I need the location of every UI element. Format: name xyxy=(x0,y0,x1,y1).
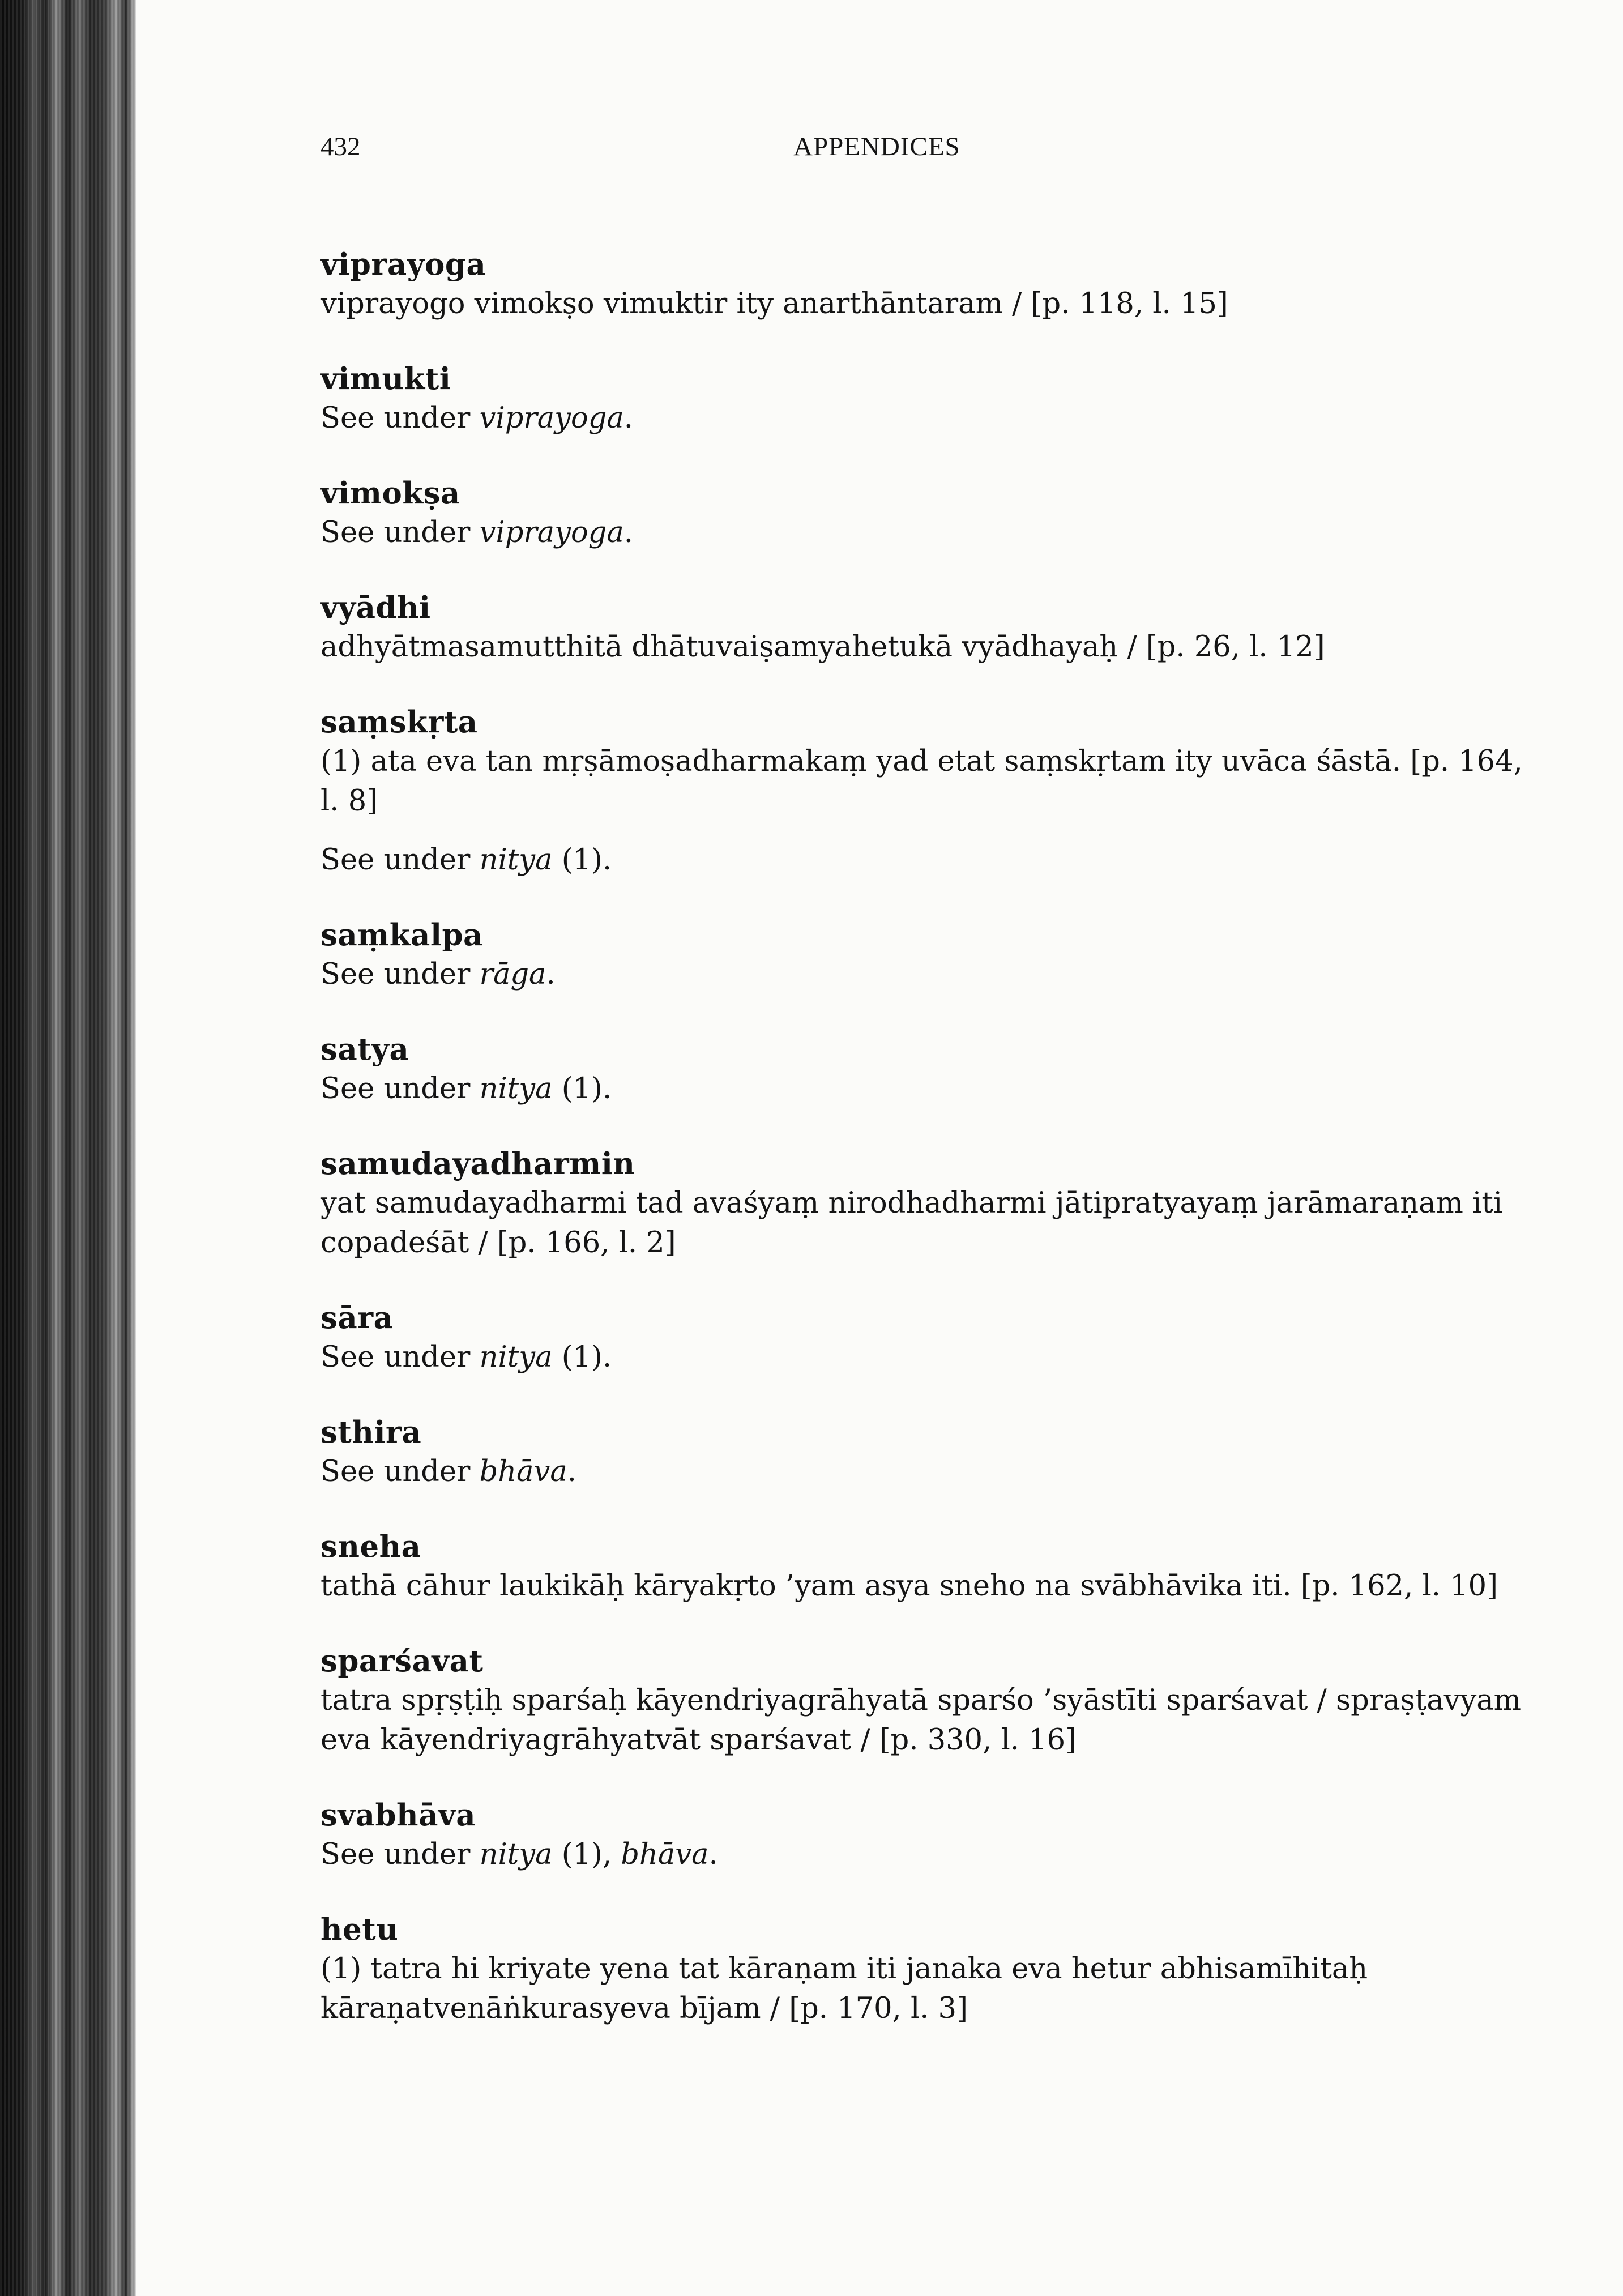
entry-term: saṃskṛta xyxy=(321,705,478,740)
see-under-label: See under xyxy=(321,1341,480,1374)
entry-term: saṃkalpa xyxy=(321,917,483,953)
see-under-label: See under xyxy=(321,958,480,991)
entry-term: samudayadharmin xyxy=(321,1146,635,1181)
cross-reference-suffix: . xyxy=(708,1838,718,1871)
entry-cross-reference xyxy=(321,1452,1532,1492)
entry-definition: viprayogo vimokṣo vimuktir ity anarthāntaram / [p. 118, l. 15] xyxy=(321,287,1228,321)
see-under-label: See under xyxy=(321,1838,480,1871)
entry-cross-reference xyxy=(321,399,1532,438)
glossary-entry xyxy=(321,1144,1532,1263)
cross-reference-term: rāga xyxy=(479,958,546,991)
entry-term: satya xyxy=(321,1032,409,1067)
entry-term: svabhāva xyxy=(321,1798,476,1833)
cross-reference-term: bhāva xyxy=(621,1838,709,1871)
entry-term: sneha xyxy=(321,1529,421,1564)
cross-reference-suffix: . xyxy=(546,958,556,991)
glossary-entry xyxy=(321,1298,1532,1377)
entry-term: sthira xyxy=(321,1415,422,1450)
running-head xyxy=(321,131,1623,171)
glossary-entry xyxy=(321,1527,1532,1606)
cross-reference-term: nitya xyxy=(479,843,553,877)
glossary-entry xyxy=(321,1795,1532,1875)
entry-definition: adhyātmasamutthitā dhātuvaiṣamyahetukā vyādhayaḥ / [p. 26, l. 12] xyxy=(321,630,1325,664)
glossary-entry xyxy=(321,359,1532,438)
running-head-title: APPENDICES xyxy=(793,132,960,161)
entry-cross-reference xyxy=(321,1835,1532,1875)
see-under-label: See under xyxy=(321,1455,480,1488)
glossary-entry xyxy=(321,702,1532,880)
cross-reference-term: viprayoga xyxy=(479,402,624,435)
cross-reference-separator: (1), xyxy=(552,1838,621,1871)
cross-reference-term: nitya xyxy=(479,1838,553,1871)
page-number: 432 xyxy=(321,132,361,161)
see-under-label: See under xyxy=(321,402,480,435)
glossary-entry xyxy=(321,1030,1532,1109)
entry-definition: tathā cāhur laukikāḥ kāryakṛto ’yam asya sneho na svābhāvika iti. [p. 162, l. 10] xyxy=(321,1569,1498,1603)
entry-cross-reference xyxy=(321,1338,1532,1377)
entry-term: vimukti xyxy=(321,361,451,396)
entry-definition: yat samudayadharmi tad avaśyaṃ nirodhadharmi jātipratyayaṃ jarāmaraṇam iti copadeśāt / [p. 166, l. 2] xyxy=(321,1187,1503,1260)
book-binding-shadow xyxy=(0,0,136,2296)
entry-definition: tatra spṛṣṭiḥ sparśaḥ kāyendriyagrāhyatā sparśo ’syāstīti sparśavat / spraṣṭavyam eva kāyendriyagrāhyatvāt sparśavat / [p. 330, l. 16] xyxy=(321,1684,1522,1757)
see-under-label: See under xyxy=(321,516,480,549)
entry-term: vyādhi xyxy=(321,590,431,625)
cross-reference-suffix: (1). xyxy=(552,1072,612,1106)
cross-reference-suffix: (1). xyxy=(552,843,612,877)
entry-term: sparśavat xyxy=(321,1644,484,1679)
entry-cross-reference xyxy=(321,513,1532,553)
entry-term: hetu xyxy=(321,1912,399,1947)
glossary-entry xyxy=(321,245,1532,324)
see-under-label: See under xyxy=(321,1072,480,1106)
cross-reference-suffix: . xyxy=(623,516,633,549)
cross-reference-term: nitya xyxy=(479,1072,553,1106)
cross-reference-suffix: (1). xyxy=(552,1341,612,1374)
entry-cross-reference xyxy=(321,1069,1532,1109)
entry-cross-reference xyxy=(321,840,1532,880)
see-under-label: See under xyxy=(321,843,480,877)
glossary-entry xyxy=(321,915,1532,995)
cross-reference-suffix: . xyxy=(623,402,633,435)
glossary-entry xyxy=(321,1412,1532,1492)
entry-term: vimokṣa xyxy=(321,476,460,511)
entry-definition: (1) tatra hi kriyate yena tat kāraṇam iti janaka eva hetur abhisamīhitaḥ kāraṇatvenāṅkurasyeva bījam / [p. 170, l. 3] xyxy=(321,1952,1368,2025)
entry-cross-reference xyxy=(321,955,1532,995)
glossary-entry xyxy=(321,588,1532,667)
cross-reference-term: bhāva xyxy=(479,1455,567,1488)
entry-definition: (1) ata eva tan mṛṣāmoṣadharmakaṃ yad etat saṃskṛtam ity uvāca śāstā. [p. 164, l. 8] xyxy=(321,745,1523,818)
glossary-entries xyxy=(321,245,1532,2064)
glossary-entry xyxy=(321,1641,1532,1760)
entry-term: viprayoga xyxy=(321,247,486,282)
entry-term: sāra xyxy=(321,1300,394,1335)
glossary-entry xyxy=(321,1910,1532,2029)
glossary-entry xyxy=(321,473,1532,553)
cross-reference-suffix: . xyxy=(567,1455,576,1488)
cross-reference-term: nitya xyxy=(479,1341,553,1374)
cross-reference-term: viprayoga xyxy=(479,516,624,549)
